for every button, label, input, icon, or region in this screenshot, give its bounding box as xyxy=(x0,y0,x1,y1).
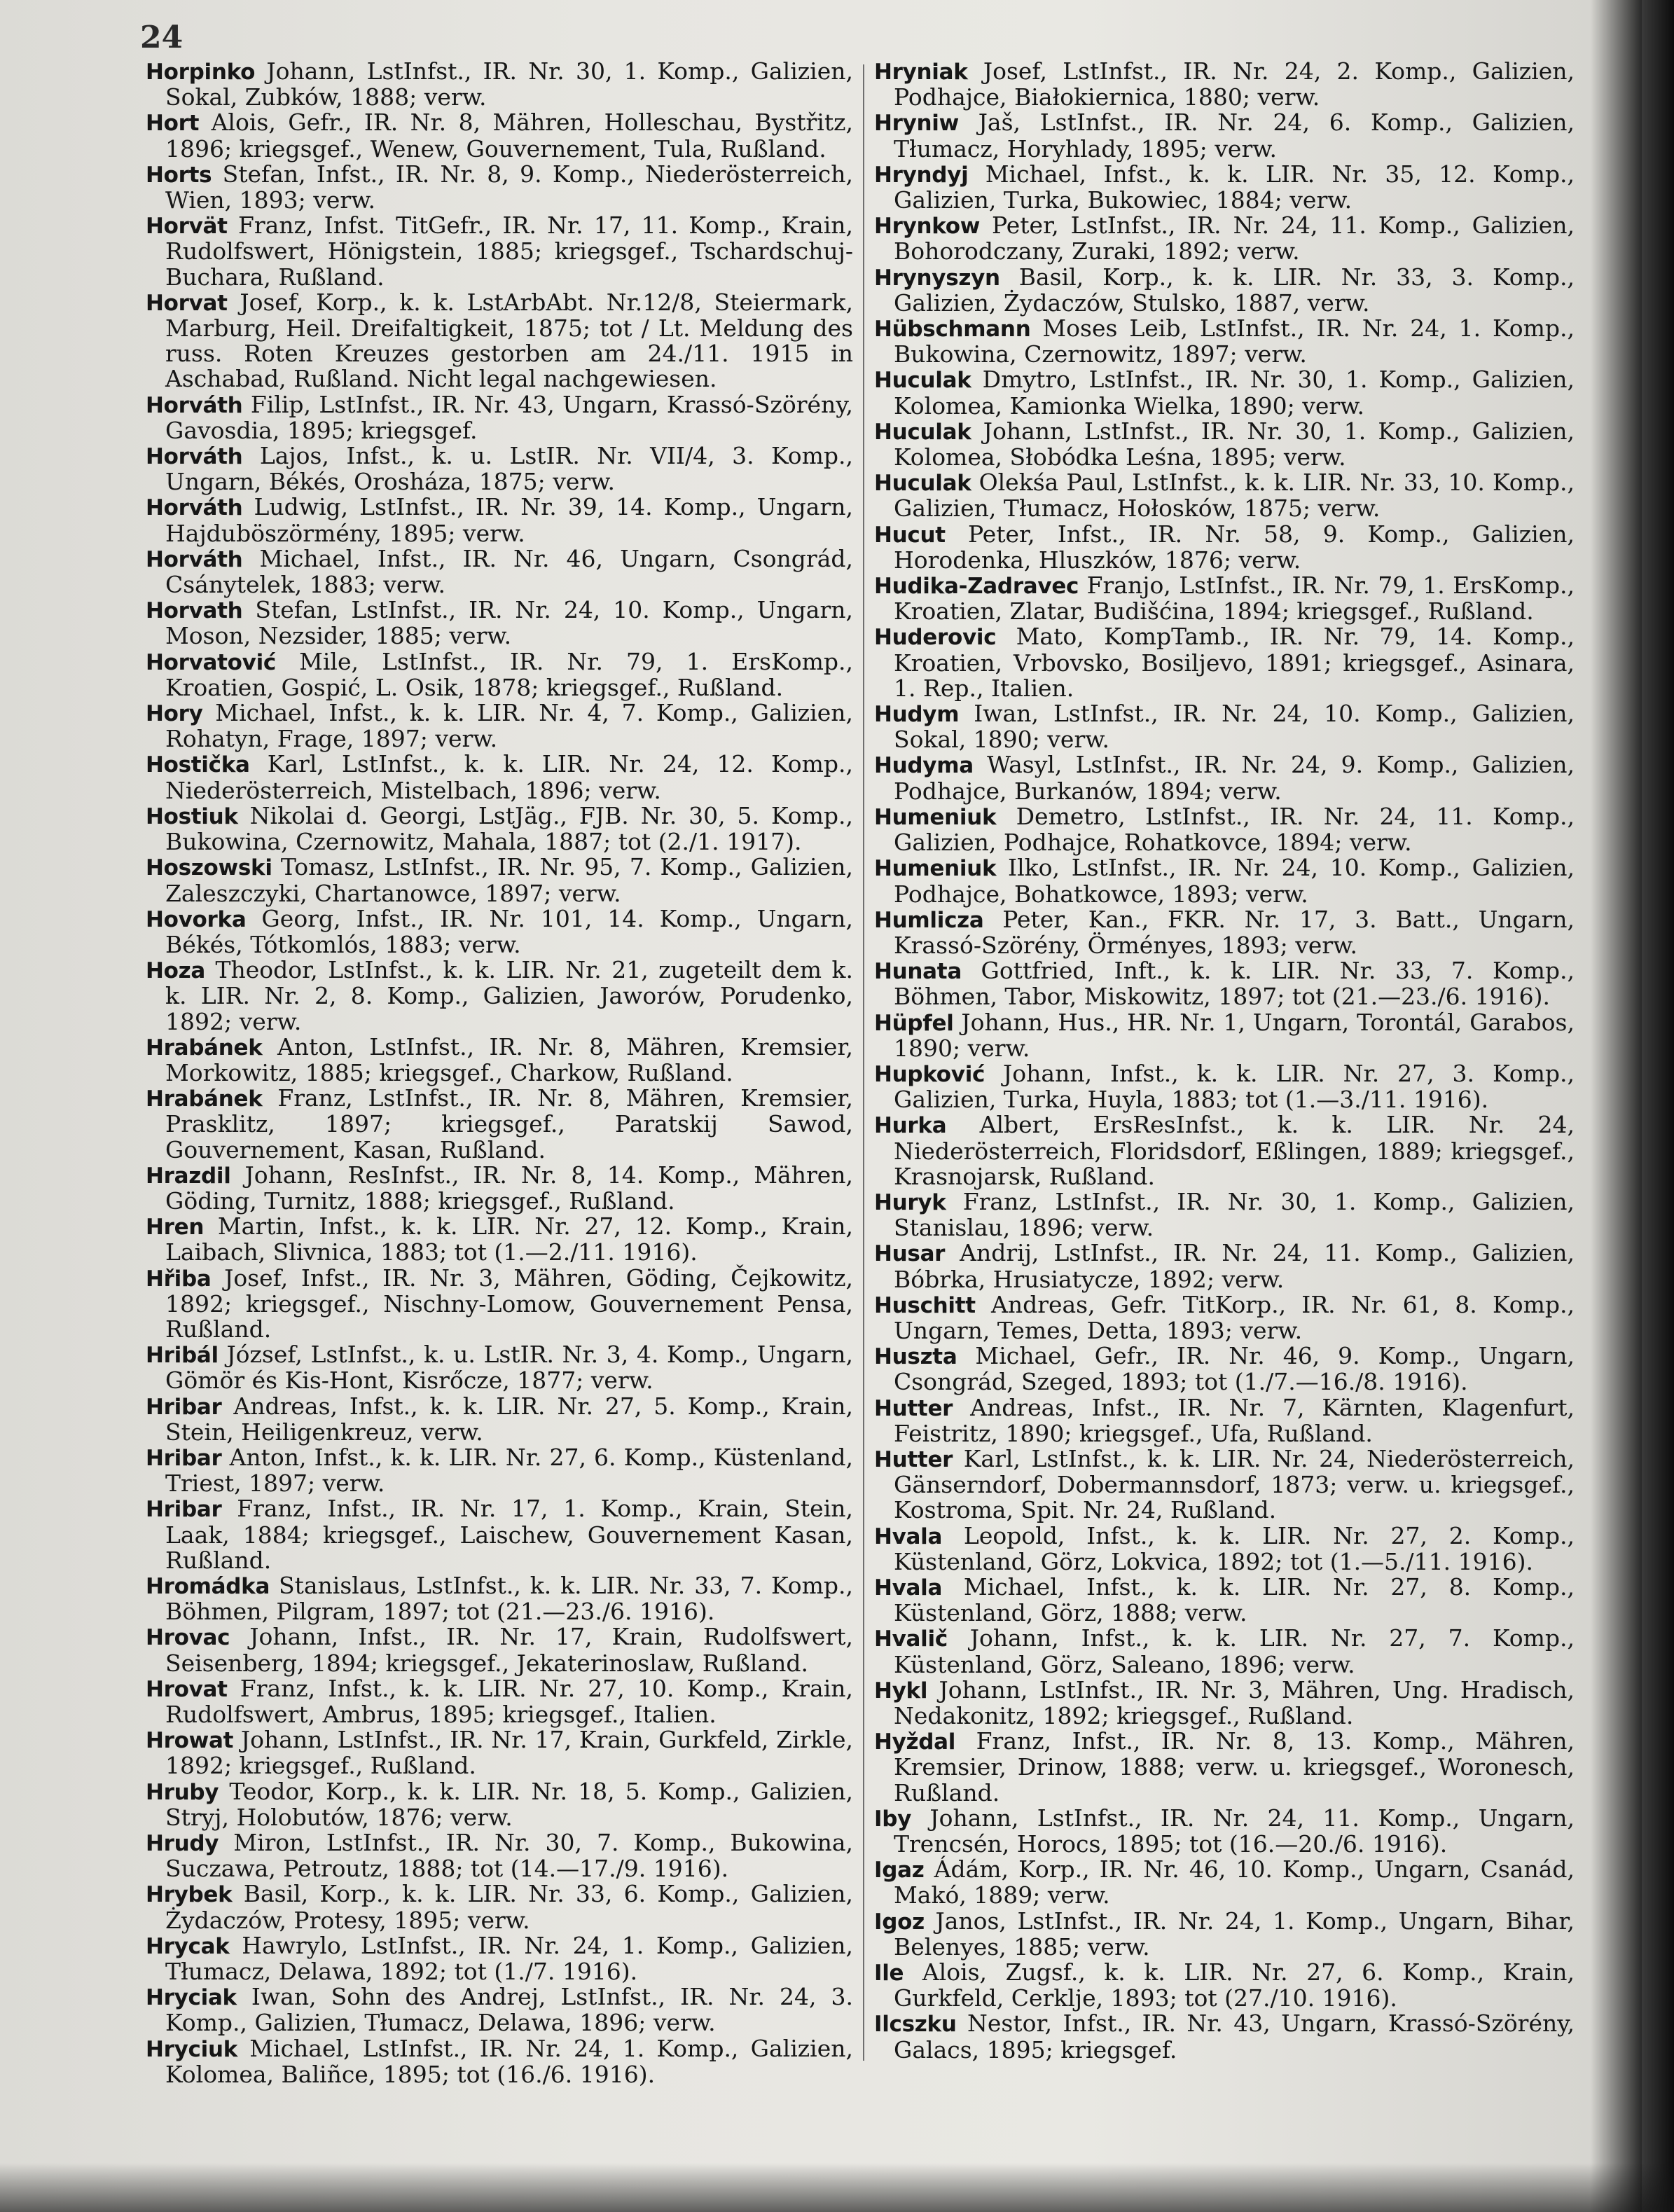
list-item xyxy=(146,495,853,546)
entry-details: Karl, LstInfst., k. k. LIR. Nr. 24, 12. Komp., Niederösterreich, Mistelbach, 1896; verw. xyxy=(165,750,853,804)
page-edge-shadow xyxy=(1642,0,1674,2212)
entry-surname: Hvala xyxy=(874,1523,943,1549)
list-item xyxy=(146,110,853,161)
entry-details: Albert, ErsResInfst., k. k. LIR. Nr. 24, Niederösterreich, Floridsdorf, Eßlingen, 1889; kriegsgef., Krasnojarsk, Rußland. xyxy=(894,1111,1575,1190)
entry-surname: Horvät xyxy=(146,214,228,240)
entry-surname: Hüpfel xyxy=(874,1010,954,1036)
list-item xyxy=(146,803,853,855)
entry-details: Olekśa Paul, LstInfst., k. k. LIR. Nr. 33, 10. Komp., Galizien, Tłumacz, Hołosków, 1875; verw. xyxy=(894,469,1575,523)
entry-details: Iwan, Sohn des Andrej, LstInfst., IR. Nr. 24, 3. Komp., Galizien, Tłumacz, Delawa, 1896; verw. xyxy=(165,1983,853,2037)
entry-details: Nikolai d. Georgi, LstJäg., FJB. Nr. 30, 5. Komp., Bukowina, Czernowitz, Mahala, 1887; tot (2./1. 1917). xyxy=(165,801,853,856)
entry-details: Iwan, LstInfst., IR. Nr. 24, 10. Komp., Galizien, Sokal, 1890; verw. xyxy=(894,700,1575,754)
entry-surname: Hudym xyxy=(874,702,960,728)
list-item xyxy=(874,2011,1575,2062)
entry-details: Stefan, Infst., IR. Nr. 8, 9. Komp., Niederösterreich, Wien, 1893; verw. xyxy=(165,160,853,214)
entry-surname: Hryciak xyxy=(146,1985,237,2011)
list-item xyxy=(874,1675,1575,1729)
entry-details: Peter, LstInfst., IR. Nr. 24, 11. Komp., Galizien, Bohorodczany, Zuraki, 1892; verw. xyxy=(894,212,1575,265)
entry-surname: Hribál xyxy=(146,1343,219,1369)
entry-details: Franz, Infst., k. k. LIR. Nr. 27, 10. Komp., Krain, Rudolfswert, Ambrus, 1895; kriegsgef., Italien. xyxy=(165,1674,853,1728)
list-item xyxy=(874,1960,1575,2011)
entry-surname: Hribar xyxy=(146,1394,222,1420)
list-item xyxy=(146,1676,853,1727)
entry-surname: Horvat xyxy=(146,290,228,316)
entry-surname: Hřiba xyxy=(146,1266,212,1292)
entry-surname: Horváth xyxy=(146,444,243,470)
entry-surname: Hvalič xyxy=(874,1626,948,1652)
list-item xyxy=(874,1292,1575,1343)
entry-details: Franz, LstInfst., IR. Nr. 8, Mähren, Kremsier, Prasklitz, 1897; kriegsgef., Paratskij Sawod, Gouvernement, Kasan, Rußland. xyxy=(165,1084,853,1163)
entry-surname: Hort xyxy=(146,111,200,137)
list-item xyxy=(874,1395,1575,1446)
entry-details: Josef, Infst., IR. Nr. 3, Mähren, Göding, Čejkowitz, 1892; kriegsgef., Nischny-Lomow, Gouvernement Pensa, Rußland. xyxy=(165,1264,853,1343)
list-item xyxy=(874,752,1575,803)
entry-surname: Hribar xyxy=(146,1445,222,1471)
list-item xyxy=(146,1830,853,1881)
entry-details: József, LstInfst., k. u. LstIR. Nr. 3, 4. Komp., Ungarn, Gömör és Kis-Hont, Kisrőcze, 1877; verw. xyxy=(165,1341,853,1395)
entry-details: Johann, Infst., k. k. LIR. Nr. 27, 7. Komp., Küstenland, Görz, Saleano, 1896; verw. xyxy=(894,1624,1575,1678)
list-item xyxy=(146,1342,853,1393)
entry-details: Andreas, Infst., IR. Nr. 7, Kärnten, Klagenfurt, Feistritz, 1890; kriegsgef., Ufa, Rußland. xyxy=(894,1393,1575,1447)
list-item xyxy=(146,1573,853,1624)
list-item xyxy=(874,213,1575,264)
entry-surname: Horvath xyxy=(146,598,243,624)
list-item xyxy=(146,290,853,392)
entry-surname: Hruby xyxy=(146,1779,219,1805)
list-item xyxy=(874,1909,1575,1960)
entry-details: Johann, LstInfst., IR. Nr. 30, 1. Komp., Galizien, Kolomea, Słobódka Leśna, 1895; verw. xyxy=(894,417,1575,471)
entry-details: Johann, Infst., k. k. LIR. Nr. 27, 3. Komp., Galizien, Turka, Huyla, 1883; tot (1.—3./11. 1916). xyxy=(894,1059,1575,1114)
entry-surname: Hurka xyxy=(874,1113,947,1139)
bottom-edge-shadow xyxy=(0,2163,1674,2212)
list-item xyxy=(146,700,853,752)
list-item xyxy=(874,804,1575,855)
column-divider xyxy=(863,64,864,2061)
entry-details: Michael, Infst., k. k. LIR. Nr. 27, 8. Komp., Küstenland, Görz, 1888; verw. xyxy=(894,1572,1575,1627)
list-item xyxy=(146,1933,853,1984)
list-item xyxy=(874,59,1575,110)
entry-details: Johann, LstInfst., IR. Nr. 30, 1. Komp., Galizien, Sokal, Zubków, 1888; verw. xyxy=(165,57,853,111)
entry-surname: Hromádka xyxy=(146,1573,270,1599)
list-item xyxy=(874,1061,1575,1112)
entry-details: Filip, LstInfst., IR. Nr. 43, Ungarn, Krassó-Szörény, Gavosdia, 1895; kriegsgef. xyxy=(165,390,853,444)
entry-surname: Hyždal xyxy=(874,1729,956,1755)
list-item xyxy=(146,392,853,443)
list-item xyxy=(146,906,853,958)
entry-details: Michael, Gefr., IR. Nr. 46, 9. Komp., Ungarn, Csongrád, Szeged, 1893; tot (1./7.—16./8. 1916). xyxy=(894,1342,1575,1396)
entry-details: Franz, Infst. TitGefr., IR. Nr. 17, 11. Komp., Krain, Rudolfswert, Hönigstein, 1885; kriegsgef., Tschardschuj-Buchara, Rußland. xyxy=(165,212,853,291)
entry-details: Mato, KompTamb., IR. Nr. 79, 14. Komp., Kroatien, Vrbovsko, Bosiljevo, 1891; kriegsgef., Asinara, 1. Rep., Italien. xyxy=(894,623,1575,702)
entry-surname: Hudyma xyxy=(874,753,974,779)
entry-details: Peter, Kan., FKR. Nr. 17, 3. Batt., Ungarn, Krassó-Szörény, Örményes, 1893; verw. xyxy=(894,905,1575,959)
entry-surname: Hrabánek xyxy=(146,1086,263,1112)
list-item xyxy=(874,419,1575,470)
list-item xyxy=(146,443,853,495)
entry-surname: Hovorka xyxy=(146,906,247,932)
entry-details: Basil, Korp., k. k. LIR. Nr. 33, 3. Komp., Galizien, Żydaczów, Stulsko, 1887, verw. xyxy=(894,263,1575,317)
list-item xyxy=(146,59,853,110)
entry-surname: Hupković xyxy=(874,1061,985,1087)
list-item xyxy=(874,1806,1575,1857)
entry-details: Johann, LstInfst., IR. Nr. 3, Mähren, Ung. Hradisch, Nedakonitz, 1892; kriegsgef., Rußland. xyxy=(894,1675,1575,1729)
list-item xyxy=(146,1496,853,1573)
entry-details: Johann, Hus., HR. Nr. 1, Ungarn, Torontál, Garabos, 1890; verw. xyxy=(894,1008,1575,1062)
list-item xyxy=(874,701,1575,752)
entry-surname: Hübschmann xyxy=(874,317,1031,343)
entry-details: Alois, Zugsf., k. k. LIR. Nr. 27, 6. Komp., Krain, Gurkfeld, Cerklje, 1893; tot (27./10. 1916). xyxy=(894,1958,1575,2012)
entry-details: Peter, Infst., IR. Nr. 58, 9. Komp., Galizien, Horodenka, Hluszków, 1876; verw. xyxy=(894,520,1575,574)
entry-surname: Hostiuk xyxy=(146,803,238,829)
list-item xyxy=(874,1189,1575,1240)
entry-surname: Huryk xyxy=(874,1189,946,1215)
entry-details: Basil, Korp., k. k. LIR. Nr. 33, 6. Komp., Galizien, Żydaczów, Protesy, 1895; verw. xyxy=(165,1880,853,1934)
entry-surname: Hoszowski xyxy=(146,855,272,881)
entry-details: Theodor, LstInfst., k. k. LIR. Nr. 21, zugeteilt dem k. k. LIR. Nr. 2, 8. Komp., Galizien, Jaworów, Porudenko, 1892; verw. xyxy=(165,956,853,1035)
list-item xyxy=(874,367,1575,418)
entry-details: Michael, Infst., k. k. LIR. Nr. 35, 12. Komp., Galizien, Turka, Bukowiec, 1884; verw. xyxy=(894,160,1575,214)
entry-details: Tomasz, LstInfst., IR. Nr. 95, 7. Komp., Galizien, Zaleszczyki, Chartanowce, 1897; verw. xyxy=(165,853,853,907)
entry-surname: Hren xyxy=(146,1215,205,1240)
entry-details: Alois, Gefr., IR. Nr. 8, Mähren, Holleschau, Bystřitz, 1896; kriegsgef., Wenew, Gouvernement, Tula, Rußland. xyxy=(165,109,853,163)
list-item xyxy=(146,1214,853,1265)
entry-details: Andreas, Infst., k. k. LIR. Nr. 27, 5. Komp., Krain, Stein, Heiligenkreuz, verw. xyxy=(165,1392,853,1446)
list-item xyxy=(146,597,853,649)
entry-details: Ludwig, LstInfst., IR. Nr. 39, 14. Komp., Ungarn, Hajduböszörmény, 1895; verw. xyxy=(165,493,853,547)
entry-details: Josef, Korp., k. k. LstArbAbt. Nr.12/8, Steiermark, Marburg, Heil. Dreifaltigkeit, 1875; tot / Lt. Meldung des russ. Roten Kreuzes gestorben am 24./11. 1915 in Aschabad, Rußland. Nicht legal nachgewiesen. xyxy=(165,288,853,393)
list-item xyxy=(874,316,1575,367)
list-item xyxy=(146,1086,853,1163)
entry-surname: Husar xyxy=(874,1241,946,1267)
entry-surname: Horváth xyxy=(146,392,243,418)
list-item xyxy=(874,1240,1575,1292)
entry-surname: Hostička xyxy=(146,752,250,778)
entry-surname: Hrowat xyxy=(146,1728,234,1754)
list-item xyxy=(146,1881,853,1933)
list-item xyxy=(874,1446,1575,1523)
list-item xyxy=(146,213,853,290)
list-item xyxy=(874,265,1575,316)
entry-surname: Hrovat xyxy=(146,1676,228,1702)
entry-surname: Horváth xyxy=(146,495,243,521)
entry-details: Hawrylo, LstInfst., IR. Nr. 24, 1. Komp., Galizien, Tłumacz, Delawa, 1892; tot (1./7. 1916). xyxy=(165,1931,853,1986)
list-item xyxy=(146,752,853,803)
entry-details: Franz, Infst., IR. Nr. 17, 1. Komp., Krain, Stein, Laak, 1884; kriegsgef., Laischew, Gouvernement Kasan, Rußland. xyxy=(165,1495,853,1574)
list-item xyxy=(146,1394,853,1445)
entry-surname: Hunata xyxy=(874,959,962,985)
entry-details: Ádám, Korp., IR. Nr. 46, 10. Komp., Ungarn, Csanád, Makó, 1889; verw. xyxy=(894,1855,1575,1909)
entry-details: Stefan, LstInfst., IR. Nr. 24, 10. Komp., Ungarn, Moson, Nezsider, 1885; verw. xyxy=(165,596,853,650)
entry-details: Leopold, Infst., k. k. LIR. Nr. 27, 2. Komp., Küstenland, Görz, Lokvica, 1892; tot (1.—5./11. 1916). xyxy=(894,1521,1575,1575)
list-item xyxy=(874,1112,1575,1189)
list-item xyxy=(874,1343,1575,1395)
list-item xyxy=(874,110,1575,161)
entry-details: Michael, Infst., IR. Nr. 46, Ungarn, Csongrád, Csánytelek, 1883; verw. xyxy=(165,544,853,599)
entry-surname: Hrazdil xyxy=(146,1163,231,1189)
entry-surname: Horváth xyxy=(146,546,243,572)
entry-surname: Hrycak xyxy=(146,1933,230,1959)
entry-surname: Humeniuk xyxy=(874,856,997,882)
entry-details: Andrij, LstInfst., IR. Nr. 24, 11. Komp., Galizien, Bóbrka, Hrusiatycze, 1892; verw. xyxy=(894,1239,1575,1293)
entry-surname: Hrybek xyxy=(146,1882,233,1908)
list-item xyxy=(146,1984,853,2035)
entry-details: Dmytro, LstInfst., IR. Nr. 30, 1. Komp., Galizien, Kolomea, Kamionka Wielka, 1890; verw. xyxy=(894,366,1575,420)
entry-details: Lajos, Infst., k. u. LstIR. Nr. VII/4, 3. Komp., Ungarn, Békés, Orosháza, 1875; verw. xyxy=(165,442,853,496)
list-item xyxy=(874,1857,1575,1908)
list-item xyxy=(874,958,1575,1009)
entry-surname: Hoza xyxy=(146,958,206,984)
list-item xyxy=(874,907,1575,958)
list-item xyxy=(146,1163,853,1214)
entry-details: Jaš, LstInfst., IR. Nr. 24, 6. Komp., Galizien, Tłumacz, Horyhlady, 1895; verw. xyxy=(894,109,1575,163)
entry-details: Franjo, LstInfst., IR. Nr. 79, 1. ErsKomp., Kroatien, Zlatar, Budišćina, 1894; kriegsgef., Rußland. xyxy=(894,572,1575,625)
entry-surname: Huschitt xyxy=(874,1292,976,1318)
list-item xyxy=(874,470,1575,521)
entry-details: Josef, LstInfst., IR. Nr. 24, 2. Komp., Galizien, Podhajce, Białokiernica, 1880; verw. xyxy=(894,57,1575,111)
entry-surname: Hryciuk xyxy=(146,2036,238,2062)
entry-details: Demetro, LstInfst., IR. Nr. 24, 11. Komp., Galizien, Podhajce, Rohatkovce, 1894; verw. xyxy=(894,802,1575,857)
entry-details: Anton, LstInfst., IR. Nr. 8, Mähren, Kremsier, Morkowitz, 1885; kriegsgef., Charkow, Rußland. xyxy=(165,1032,853,1086)
entry-details: Miron, LstInfst., IR. Nr. 30, 7. Komp., Bukowina, Suczawa, Petroutz, 1888; tot (14.—17./9. 1916). xyxy=(165,1829,853,1883)
list-item xyxy=(874,1010,1575,1061)
list-item xyxy=(874,573,1575,624)
list-item xyxy=(146,649,853,700)
list-item xyxy=(146,162,853,213)
list-item xyxy=(874,1729,1575,1806)
entry-surname: Horts xyxy=(146,162,212,188)
list-item xyxy=(146,546,853,597)
entry-surname: Huculak xyxy=(874,471,971,497)
entry-surname: Hvala xyxy=(874,1575,943,1601)
right-column xyxy=(874,59,1575,2063)
list-item xyxy=(146,1266,853,1343)
entry-surname: Huculak xyxy=(874,368,971,394)
list-item xyxy=(874,1626,1575,1677)
list-item xyxy=(874,1523,1575,1575)
entry-details: Martin, Infst., k. k. LIR. Nr. 27, 12. Komp., Krain, Laibach, Slivnica, 1883; tot (1.—2./11. 1916). xyxy=(165,1212,853,1266)
list-item xyxy=(874,855,1575,906)
list-item xyxy=(874,522,1575,573)
entry-details: Franz, Infst., IR. Nr. 8, 13. Komp., Mähren, Kremsier, Drinow, 1888; verw. u. kriegsgef., Woronesch, Rußland. xyxy=(894,1727,1575,1806)
entry-details: Gottfried, Inft., k. k. LIR. Nr. 33, 7. Komp., Böhmen, Tabor, Miskowitz, 1897; tot (21.—23./6. 1916). xyxy=(894,957,1575,1011)
entry-details: Michael, Infst., k. k. LIR. Nr. 4, 7. Komp., Galizien, Rohatyn, Frage, 1897; verw. xyxy=(165,699,853,753)
entry-surname: Hryniak xyxy=(874,60,968,85)
entry-surname: Hrovac xyxy=(146,1625,230,1651)
entry-surname: Hryniw xyxy=(874,111,959,137)
entry-details: Johann, ResInfst., IR. Nr. 8, 14. Komp., Mähren, Göding, Turnitz, 1888; kriegsgef., Rußland. xyxy=(165,1161,853,1215)
entry-surname: Hryndyj xyxy=(874,162,969,188)
entry-details: Moses Leib, LstInfst., IR. Nr. 24, 1. Komp., Bukowina, Czernowitz, 1897; verw. xyxy=(894,314,1575,368)
list-item xyxy=(146,1445,853,1496)
entry-details: Michael, LstInfst., IR. Nr. 24, 1. Komp., Galizien, Kolomea, Baliñce, 1895; tot (16./6. 1916). xyxy=(165,2034,853,2088)
entry-surname: Igaz xyxy=(874,1858,925,1883)
list-item xyxy=(874,162,1575,213)
entry-details: Johann, Infst., IR. Nr. 17, Krain, Rudolfswert, Seisenberg, 1894; kriegsgef., Jekaterinoslaw, Rußland. xyxy=(165,1623,853,1677)
entry-surname: Hrynkow xyxy=(874,214,981,240)
entry-surname: Humlicza xyxy=(874,907,984,933)
entry-surname: Hribar xyxy=(146,1497,222,1523)
list-item xyxy=(146,1727,853,1778)
entry-details: Anton, Infst., k. k. LIR. Nr. 27, 6. Komp., Küstenland, Triest, 1897; verw. xyxy=(165,1443,853,1498)
entry-surname: Hutter xyxy=(874,1446,953,1472)
entry-details: Karl, LstInfst., k. k. LIR. Nr. 24, Niederösterreich, Gänserndorf, Dobermannsdorf, 1873; verw. u. kriegsgef., Kostroma, Spit. Nr. 24, Rußland. xyxy=(894,1444,1575,1524)
entry-details: Nestor, Infst., IR. Nr. 43, Ungarn, Krassó-Szörény, Galacs, 1895; kriegsgef. xyxy=(894,2010,1575,2064)
entry-surname: Hrudy xyxy=(146,1831,219,1857)
entry-surname: Huszta xyxy=(874,1344,957,1370)
entry-details: Janos, LstInfst., IR. Nr. 24, 1. Komp., Ungarn, Bihar, Belenyes, 1885; verw. xyxy=(894,1907,1575,1961)
entry-details: Ilko, LstInfst., IR. Nr. 24, 10. Komp., Galizien, Podhajce, Bohatkowce, 1893; verw. xyxy=(894,854,1575,908)
entry-surname: Horvatović xyxy=(146,649,276,675)
list-item xyxy=(874,624,1575,701)
list-item xyxy=(146,1032,853,1086)
list-item xyxy=(146,855,853,906)
left-column xyxy=(146,59,853,2087)
list-item xyxy=(146,2036,853,2087)
entry-surname: Horpinko xyxy=(146,60,256,85)
entry-surname: Humeniuk xyxy=(874,804,997,830)
page-number: 24 xyxy=(140,20,184,55)
list-item xyxy=(146,1779,853,1830)
entry-surname: Hykl xyxy=(874,1678,928,1703)
entry-surname: Ilcszku xyxy=(874,2012,957,2038)
entry-details: Franz, LstInfst., IR. Nr. 30, 1. Komp., Galizien, Stanislau, 1896; verw. xyxy=(894,1187,1575,1242)
entry-surname: Iby xyxy=(874,1806,912,1832)
entry-surname: Huderovic xyxy=(874,625,997,651)
entry-surname: Hrynyszyn xyxy=(874,265,1000,291)
entry-details: Stanislaus, LstInfst., k. k. LIR. Nr. 33, 7. Komp., Böhmen, Pilgram, 1897; tot (21.—23./6. 1916). xyxy=(165,1571,854,1626)
entry-details: Andreas, Gefr. TitKorp., IR. Nr. 61, 8. Komp., Ungarn, Temes, Detta, 1893; verw. xyxy=(894,1290,1575,1344)
entry-surname: Hudika-Zadravec xyxy=(874,574,1079,600)
entry-surname: Huculak xyxy=(874,419,971,445)
entry-details: Georg, Infst., IR. Nr. 101, 14. Komp., Ungarn, Békés, Tótkomlós, 1883; verw. xyxy=(165,904,853,958)
entry-surname: Hutter xyxy=(874,1395,953,1421)
list-item xyxy=(146,1624,853,1675)
list-item xyxy=(874,1572,1575,1627)
entry-surname: Igoz xyxy=(874,1909,925,1935)
entry-surname: Ile xyxy=(874,1961,904,1986)
entry-details: Teodor, Korp., k. k. LIR. Nr. 18, 5. Komp., Galizien, Stryj, Holobutów, 1876; verw. xyxy=(165,1777,853,1831)
entry-details: Johann, LstInfst., IR. Nr. 24, 11. Komp., Ungarn, Trencsén, Horocs, 1895; tot (16.—20./6. 1916). xyxy=(894,1804,1575,1858)
entry-surname: Hory xyxy=(146,701,203,727)
entry-surname: Hrabánek xyxy=(146,1035,263,1060)
entry-details: Mile, LstInfst., IR. Nr. 79, 1. ErsKomp., Kroatien, Gospić, L. Osik, 1878; kriegsgef., Rußland. xyxy=(165,647,853,701)
entry-surname: Hucut xyxy=(874,522,946,548)
entry-details: Wasyl, LstInfst., IR. Nr. 24, 9. Komp., Galizien, Podhajce, Burkanów, 1894; verw. xyxy=(894,751,1575,805)
entry-details: Johann, LstInfst., IR. Nr. 17, Krain, Gurkfeld, Zirkle, 1892; kriegsgef., Rußland. xyxy=(165,1726,853,1780)
list-item xyxy=(146,958,853,1035)
